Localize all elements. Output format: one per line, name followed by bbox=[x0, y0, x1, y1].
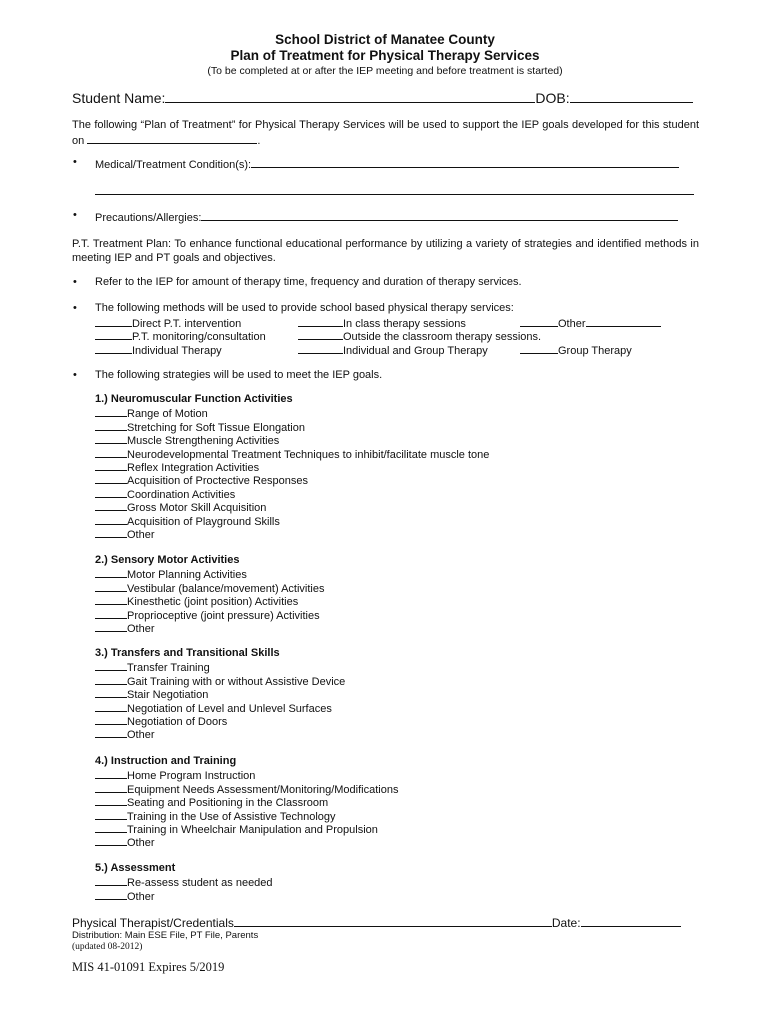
method-other-field[interactable] bbox=[586, 316, 661, 327]
therapist-row bbox=[72, 914, 681, 930]
date-field[interactable] bbox=[581, 914, 681, 927]
precautions-field[interactable] bbox=[201, 209, 678, 221]
strategy-label: Other bbox=[127, 529, 155, 541]
dob-field[interactable] bbox=[570, 88, 693, 103]
bullet-icon: • bbox=[73, 276, 77, 288]
checkbox-line[interactable] bbox=[95, 500, 127, 511]
method-outside bbox=[298, 329, 541, 343]
checkbox-line[interactable] bbox=[95, 527, 127, 538]
strategy-item bbox=[95, 621, 155, 636]
bullet-icon: • bbox=[73, 156, 77, 168]
precautions-label: Precautions/Allergies: bbox=[95, 212, 202, 224]
strategy-label: Kinesthetic (joint position) Activities bbox=[127, 596, 299, 609]
checkbox-line[interactable] bbox=[95, 889, 127, 900]
method-group bbox=[520, 343, 632, 357]
methods-intro: The following methods will be used to provide school based physical therapy services: bbox=[95, 302, 514, 314]
checkbox-line[interactable] bbox=[95, 316, 132, 327]
checkbox-line[interactable] bbox=[95, 714, 127, 725]
strategy-label: Stair Negotiation bbox=[127, 689, 209, 702]
refer-text: Refer to the IEP for amount of therapy time, frequency and duration of therapy services. bbox=[95, 276, 522, 288]
method-direct bbox=[95, 316, 241, 330]
district-title: School District of Manatee County bbox=[275, 32, 495, 47]
method-label: In class therapy sessions bbox=[343, 318, 466, 330]
iep-date-field[interactable] bbox=[87, 132, 257, 144]
bullet-icon: • bbox=[73, 302, 77, 314]
checkbox-line[interactable] bbox=[95, 406, 127, 417]
strategy-label: Training in the Use of Assistive Technology bbox=[127, 810, 336, 823]
distribution-text: Distribution: Main ESE File, PT File, Parents bbox=[72, 930, 259, 941]
method-label: Individual and Group Therapy bbox=[343, 345, 488, 357]
checkbox-line[interactable] bbox=[298, 329, 343, 340]
method-other bbox=[520, 316, 661, 330]
checkbox-line[interactable] bbox=[95, 768, 127, 779]
dob-label: DOB: bbox=[535, 90, 570, 106]
method-individual bbox=[95, 343, 222, 357]
checkbox-line[interactable] bbox=[298, 316, 343, 327]
form-subtitle: (To be completed at or after the IEP meeting and before treatment is started) bbox=[207, 65, 563, 77]
strategy-label: Equipment Needs Assessment/Monitoring/Modifications bbox=[127, 783, 399, 796]
checkbox-line[interactable] bbox=[95, 621, 127, 632]
updated-text: (updated 08-2012) bbox=[72, 942, 143, 952]
strategy-label: Other bbox=[127, 837, 155, 850]
checkbox-line[interactable] bbox=[95, 687, 127, 698]
bullet-icon: • bbox=[73, 209, 77, 221]
checkbox-line[interactable] bbox=[95, 447, 127, 458]
form-title: Plan of Treatment for Physical Therapy Services bbox=[230, 48, 540, 63]
method-label: Outside the classroom therapy sessions. bbox=[343, 331, 542, 343]
strategy-label: Coordination Activities bbox=[127, 488, 236, 501]
method-monitoring bbox=[95, 329, 266, 343]
therapist-field[interactable] bbox=[234, 914, 552, 927]
checkbox-line[interactable] bbox=[95, 433, 127, 444]
section-title: 2.) Sensory Motor Activities bbox=[95, 554, 240, 566]
strategy-label: Other bbox=[127, 623, 155, 635]
checkbox-line[interactable] bbox=[95, 460, 127, 471]
checkbox-line[interactable] bbox=[95, 809, 127, 820]
strategy-label: Reflex Integration Activities bbox=[127, 462, 260, 474]
strategy-label: Acquisition of Proctective Responses bbox=[127, 475, 308, 488]
strategy-label: Stretching for Soft Tissue Elongation bbox=[127, 421, 305, 434]
checkbox-line[interactable] bbox=[520, 343, 558, 354]
checkbox-line[interactable] bbox=[95, 795, 127, 806]
strategy-label: Other bbox=[127, 729, 155, 742]
checkbox-line[interactable] bbox=[95, 835, 127, 846]
intro-text: The following “Plan of Treatment” for Physical Therapy Services will be used to support the IEP goals developed for this student on bbox=[72, 119, 699, 147]
bullet-icon: • bbox=[73, 369, 77, 381]
strategies-intro: The following strategies will be used to meet the IEP goals. bbox=[95, 369, 383, 381]
section-title: 3.) Transfers and Transitional Skills bbox=[95, 647, 280, 659]
strategy-label: Gross Motor Skill Acquisition bbox=[127, 502, 267, 515]
method-label: Direct P.T. intervention bbox=[132, 318, 242, 330]
medical-field-line-2[interactable] bbox=[95, 194, 694, 195]
strategy-label: Training in Wheelchair Manipulation and Propulsion bbox=[127, 824, 378, 836]
checkbox-line[interactable] bbox=[298, 343, 343, 354]
strategy-label: Other bbox=[127, 890, 155, 903]
treatment-plan: P.T. Treatment Plan: To enhance functional educational performance by utilizing a variety of strategies and identified methods in meeting IEP and PT goals and objectives. bbox=[72, 238, 699, 264]
checkbox-line[interactable] bbox=[95, 875, 127, 886]
strategy-label: Seating and Positioning in the Classroom bbox=[127, 797, 329, 810]
checkbox-line[interactable] bbox=[95, 581, 127, 592]
method-individual-group bbox=[298, 343, 488, 357]
strategy-label: Negotiation of Level and Unlevel Surfaces bbox=[127, 702, 332, 715]
medical-field[interactable] bbox=[251, 156, 679, 168]
section-title: 5.) Assessment bbox=[95, 862, 176, 874]
checkbox-line[interactable] bbox=[95, 660, 127, 671]
strategy-label: Motor Planning Activities bbox=[127, 569, 247, 582]
strategy-label: Vestibular (balance/movement) Activities bbox=[127, 582, 325, 595]
section-title: 1.) Neuromuscular Function Activities bbox=[95, 393, 293, 405]
checkbox-line[interactable] bbox=[95, 473, 127, 484]
strategy-item bbox=[95, 527, 155, 542]
method-label: Group Therapy bbox=[558, 345, 632, 357]
student-name-field[interactable] bbox=[165, 88, 535, 103]
checkbox-line[interactable] bbox=[95, 567, 127, 578]
therapist-label: Physical Therapist/Credentials bbox=[72, 916, 234, 930]
checkbox-line[interactable] bbox=[95, 329, 132, 340]
form-number: MIS 41-01091 Expires 5/2019 bbox=[72, 960, 225, 974]
intro-end: . bbox=[257, 135, 261, 147]
method-label: Other bbox=[558, 318, 586, 330]
method-label: Individual Therapy bbox=[132, 345, 222, 357]
strategy-item bbox=[95, 727, 155, 742]
strategy-label: Home Program Instruction bbox=[127, 770, 256, 783]
student-name-label: Student Name: bbox=[72, 90, 166, 106]
section-title: 4.) Instruction and Training bbox=[95, 755, 237, 767]
strategy-label: Negotiation of Doors bbox=[127, 716, 228, 728]
intro-paragraph bbox=[72, 118, 699, 148]
checkbox-line[interactable] bbox=[95, 782, 127, 793]
strategy-label: Transfer Training bbox=[127, 662, 210, 675]
strategy-label: Neurodevelopmental Treatment Techniques to inhibit/facilitate muscle tone bbox=[127, 448, 490, 461]
checkbox-line[interactable] bbox=[95, 727, 127, 738]
method-in-class bbox=[298, 316, 466, 330]
strategy-label: Proprioceptive (joint pressure) Activities bbox=[127, 609, 320, 622]
strategy-item bbox=[95, 835, 155, 850]
checkbox-line[interactable] bbox=[95, 594, 127, 605]
strategy-label: Re-assess student as needed bbox=[127, 877, 273, 890]
checkbox-line[interactable] bbox=[95, 701, 127, 712]
strategy-label: Gait Training with or without Assistive Device bbox=[127, 675, 346, 688]
strategy-label: Acquisition of Playground Skills bbox=[127, 515, 280, 528]
date-label: Date: bbox=[551, 916, 581, 930]
checkbox-line[interactable] bbox=[95, 343, 132, 354]
checkbox-line[interactable] bbox=[95, 420, 127, 431]
checkbox-line[interactable] bbox=[95, 487, 127, 498]
checkbox-line[interactable] bbox=[95, 608, 127, 619]
checkbox-line[interactable] bbox=[95, 674, 127, 685]
strategy-item bbox=[95, 889, 155, 904]
precautions-row bbox=[95, 209, 678, 224]
student-row bbox=[72, 88, 693, 106]
strategy-label: Range of Motion bbox=[127, 408, 208, 421]
medical-row bbox=[95, 156, 679, 171]
checkbox-line[interactable] bbox=[95, 514, 127, 525]
strategy-label: Muscle Strengthening Activities bbox=[127, 435, 280, 448]
checkbox-line[interactable] bbox=[95, 822, 127, 833]
checkbox-line[interactable] bbox=[520, 316, 558, 327]
method-label: P.T. monitoring/consultation bbox=[132, 331, 266, 343]
medical-label: Medical/Treatment Condition(s): bbox=[95, 159, 252, 171]
